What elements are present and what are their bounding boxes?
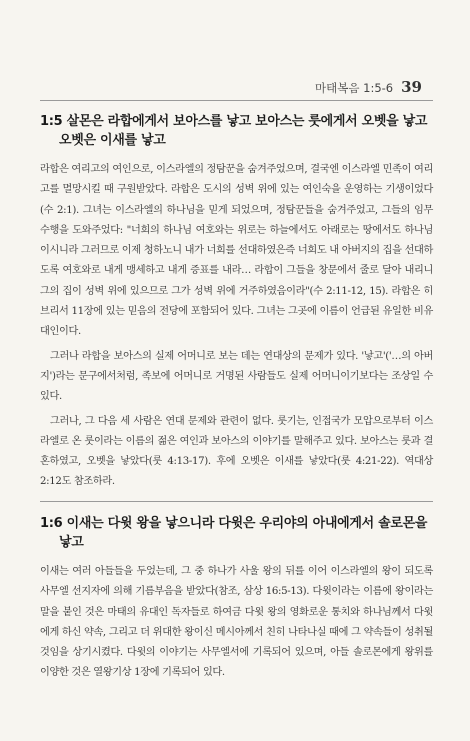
section-divider (40, 501, 433, 502)
commentary-section-1-6 (40, 514, 433, 688)
running-head-title: 마태복음 1:5-6 (315, 81, 394, 95)
commentary-section-1-5 (40, 112, 433, 497)
verse-heading: 1:6 이새는 다윗 왕을 낳으니라 다윗은 우리야의 아내에게서 솔로몬을 낳고 (40, 516, 428, 550)
paragraph: 그러나 라합을 보아스의 실제 어머니로 보는 데는 연대상의 문제가 있다. '낳고'('…의 아버지')라는 문구에서처럼, 족보에 어머니로 거명된 사람들도 실제 어머니이기보다는 조상일 수 있다. (40, 350, 433, 403)
paragraph: 라합은 여리고의 여인으로, 이스라엘의 정탐꾼을 숨겨주었으며, 결국엔 이스라엘 민족이 여리고를 멸망시킬 때 구원받았다. 라합은 도시의 성벽 위에 있는 여인숙을 운영하는 기생이었다(수 2:1). 그녀는 이스라엘의 하나님을 믿게 되었으며, 정탐꾼들을 숨겨주었고, 그들의 임무 수행을 도와주었다: "너희의 하나님 여호와는 위로는 하늘에서도 아래로는 땅에서도 하나님이시니라 그러므로 이제 청하노니 내가 너희를 선대하였은즉 너희도 내 아버지의 집을 선대하도록 여호와로 내게 맹세하고 내게 증표를 내라… 라합이 그들을 창문에서 줄로 달아 내리니 그의 집이 성벽 위에 있으므로 그가 성벽 위에 거주하였음이라"(수 2:11-12, 15). 라합은 히브리서 11장에 있는 믿음의 전당에 포함되어 있다. 그녀는 그곳에 이름이 언급된 유일한 비유대인이다. (40, 164, 433, 338)
paragraph: 이새는 여러 아들들을 두었는데, 그 중 하나가 사울 왕의 뒤를 이어 이스라엘의 왕이 되도록 사무엘 선지자에 의해 기름부음을 받았다(참조, 삼상 16:5-13). 다윗이라는 이름에 왕이라는 말을 붙인 것은 마태의 유대인 독자들로 하여금 다윗 왕의 영화로운 통치와 하나님께서 다윗에게 하신 약속, 그리고 더 위대한 왕이신 메시아께서 친히 나타나실 때에 그 약속들이 성취될 것임을 상기시켰다. 다윗의 이야기는 사무엘서에 기록되어 있으며, 아들 솔로몬에게 왕위를 이양한 것은 열왕기상 1장에 기록되어 있다. (40, 566, 433, 679)
section-divider (40, 100, 433, 101)
running-head (315, 78, 422, 96)
paragraph: 그러나, 그 다음 세 사람은 연대 문제와 관련이 없다. 룻기는, 인접국가 모압으로부터 이스라엘로 온 룻이라는 이름의 젊은 여인과 보아스의 이야기를 말해주고 있다. 보아스는 룻과 결혼하였고, 오벳을 낳았다(룻 4:13-17). 후에 오벳은 이새를 낳았다(룻 4:21-22). 역대상 2:12도 참조하라. (40, 415, 433, 488)
page-number: 39 (401, 78, 422, 96)
verse-heading: 1:5 살몬은 라합에게서 보아스를 낳고 보아스는 룻에게서 오벳을 낳고 오벳은 이새를 낳고 (40, 114, 428, 148)
